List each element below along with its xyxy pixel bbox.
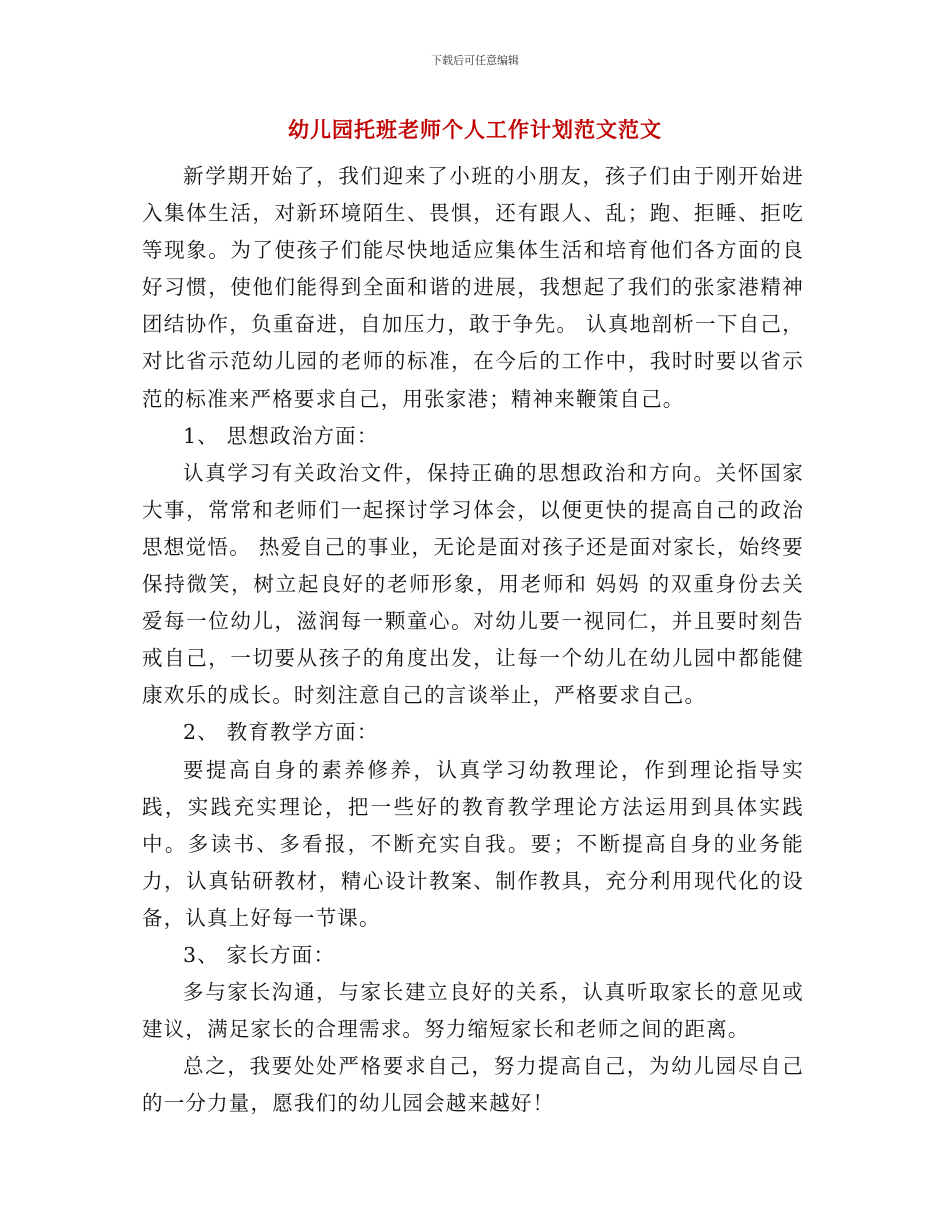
politics-paragraph: 认真学习有关政治文件，保持正确的思想政治和方向。关怀国家大事，常常和老师们一起探讨学习体会，以便更快的提高自己的政治思想觉悟。 热爱自己的事业，无论是面对孩子还是面对家长，始终要保持微笑，树立起良好的老师形象，用老师和 妈妈 的双重身份去关爱每一位幼儿，滋润每一颗童心。对幼儿要一视同仁，并且要时刻告戒自己，一切要从孩子的角度出发，让每一个幼儿在幼儿园中都能健康欢乐的成长。时刻注意自己的言谈举止，严格要求自己。 — [142, 460, 804, 708]
section-heading-politics: 1、 思想政治方面： — [183, 423, 379, 448]
parents-paragraph: 多与家长沟通，与家长建立良好的关系，认真听取家长的意见或建议，满足家长的合理需求。努力缩短家长和老师之间的距离。 — [142, 980, 804, 1042]
section-heading-parents: 3、 家长方面： — [183, 942, 336, 967]
header-note: 下载后可任意编辑 — [431, 54, 519, 67]
document-body — [142, 158, 804, 1122]
teaching-paragraph: 要提高自身的素养修养，认真学习幼教理论，作到理论指导实践，实践充实理论，把一些好的教育教学理论方法运用到具体实践中。多读书、多看报，不断充实自我。要；不断提高自身的业务能力，认真钻研教材，精心设计教案、制作教具，充分利用现代化的设备，认真上好每一节课。 — [142, 757, 804, 930]
document-title: 幼儿园托班老师个人工作计划范文范文 — [288, 117, 662, 142]
conclusion-paragraph: 总之，我要处处严格要求自己，努力提高自己，为幼儿园尽自己的一分力量，愿我们的幼儿园会越来越好！ — [142, 1054, 804, 1116]
section-heading-teaching: 2、 教育教学方面： — [183, 720, 379, 745]
intro-paragraph: 新学期开始了，我们迎来了小班的小朋友，孩子们由于刚开始进入集体生活，对新环境陌生、畏惧，还有跟人、乱；跑、拒睡、拒吃等现象。为了使孩子们能尽快地适应集体生活和培育他们各方面的良好习惯，使他们能得到全面和谐的进展，我想起了我们的张家港精神团结协作，负重奋进，自加压力，敢于争先。 认真地剖析一下自己，对比省示范幼儿园的老师的标准，在今后的工作中，我时时要以省示范的标准来严格要求自己，用张家港；精神来鞭策自己。 — [142, 164, 804, 411]
